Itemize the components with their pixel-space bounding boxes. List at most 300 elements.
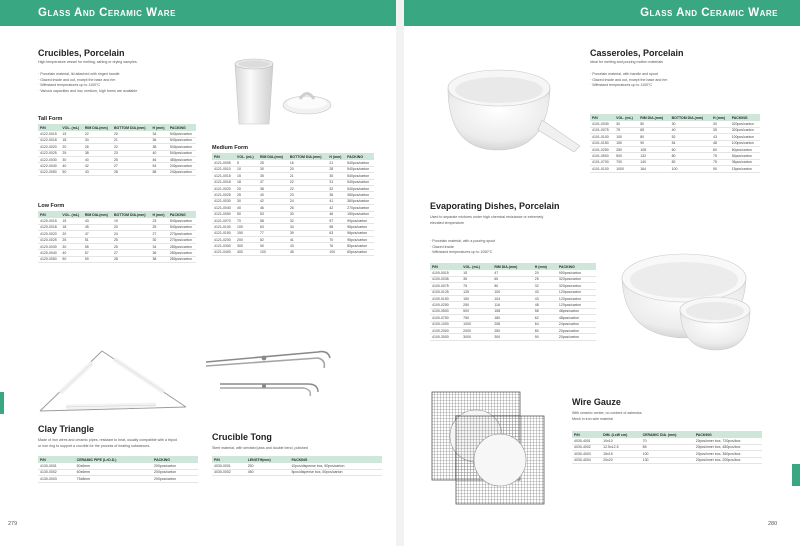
table-cell: 25 [112, 243, 151, 249]
table-cell: 540pcs/carton [345, 173, 374, 179]
table-cell: 58 [327, 224, 345, 230]
table-cell: 60 [492, 276, 532, 282]
casseroles-bullets [590, 72, 667, 89]
table-cell: 4030-0001 [212, 463, 246, 469]
table-cell: 37 [258, 179, 288, 185]
table-cell: 36 [150, 250, 167, 256]
column-header: H (mm) [711, 114, 730, 121]
table-cell: 16 [288, 160, 328, 166]
table-cell: 4121-0200 [212, 237, 235, 243]
table-cell: 4122-0050 [38, 169, 60, 175]
clay-triangle-table [38, 456, 198, 483]
table-cell: 4100-0750 [430, 315, 461, 321]
table-cell: 10x10 [601, 438, 641, 444]
table-cell: 280pcs/carton [168, 256, 196, 262]
table-cell: 75 [711, 159, 730, 165]
table-cell: 46 [327, 211, 345, 217]
table-cell: 80 [638, 134, 669, 140]
tall-form-table [38, 124, 196, 176]
table-cell: 540pcs/carton [168, 144, 196, 150]
table-cell: 40 [150, 150, 167, 156]
column-header: BOTTOM DIA.(mm) [112, 124, 151, 131]
column-header: P/N [38, 456, 75, 463]
table-cell: 2000 [461, 327, 492, 333]
table-cell: 22 [288, 185, 328, 191]
table-cell: 4121-0150 [212, 230, 235, 236]
table-cell: 4030-4002 [572, 444, 601, 450]
table-cell: 25 [60, 237, 82, 243]
table-cell: 90 [533, 334, 557, 340]
crucible-tong-table [212, 456, 382, 476]
column-header: VOL. (mL) [235, 153, 258, 160]
table-cell: 82 [258, 237, 288, 243]
table-cell: 4122-0020 [38, 144, 60, 150]
table-cell: 15x15 [601, 451, 641, 457]
evaporating-bullets [430, 239, 495, 256]
table-cell: 46 [150, 156, 167, 162]
table-cell: 104 [492, 295, 532, 301]
table-cell: 500 [614, 153, 638, 159]
table-header-row [38, 124, 196, 131]
table-cell: 120pcs/carton [557, 302, 596, 308]
text-line: · Withstand temperatures up to 1100°C [590, 83, 653, 88]
table-cell: 70 [327, 237, 345, 243]
table-cell: 24pcs/carton [557, 321, 596, 327]
crucibles-desc-text: High temperature vessel for melting, ashing or drying samples. [38, 60, 138, 64]
table-cell: 750 [461, 315, 492, 321]
table-cell: 132 [638, 153, 669, 159]
wire-gauze-image [428, 388, 548, 508]
table-cell: 208 [492, 321, 532, 327]
table-cell: 10pcs/dispense box, 50pcs/carton [289, 463, 382, 469]
table-cell: 57 [327, 217, 345, 223]
column-header: CERAMIC DIA. (mm) [641, 431, 694, 438]
table-cell: 30 [670, 121, 711, 127]
table-cell: 26 [288, 205, 328, 211]
casseroles-desc-text: Ideal for melting and pouring molten materials [590, 60, 663, 64]
table-cell: 65 [638, 127, 669, 133]
table-cell: 25 [533, 276, 557, 282]
table-cell: 34 [150, 243, 167, 249]
table-cell: 4122-0040 [38, 163, 60, 169]
table-cell: 28 [327, 166, 345, 172]
table-cell: 4100-3000 [430, 334, 461, 340]
table-cell: 100pcs/carton [730, 140, 760, 146]
left-header-title: Glass And Ceramic Ware [38, 7, 176, 19]
table-cell: 40 [670, 127, 711, 133]
table-cell: 15 [235, 173, 258, 179]
table-cell: 24 [112, 231, 151, 237]
column-header: PACKING [289, 456, 382, 463]
table-cell: 4100-0250 [430, 302, 461, 308]
column-header: LENGTH(mm) [246, 456, 290, 463]
table-cell: 450 [246, 469, 290, 475]
column-header: DIM. (LxW cm) [601, 431, 641, 438]
table-cell: 27 [112, 163, 151, 169]
table-cell: 27 [112, 250, 151, 256]
table-cell: 360pcs/carton [345, 198, 374, 204]
table-cell: 4121-0400 [212, 249, 235, 255]
table-cell: 27 [150, 231, 167, 237]
text-line: Used to separate mixtures under high chemical resistance or extremely [430, 215, 544, 219]
table-cell: 100 [641, 451, 694, 457]
table-cell: 4121-0040 [212, 205, 235, 211]
medium-form-table [212, 153, 374, 256]
evaporating-table [430, 263, 596, 341]
table-cell: 10 [235, 166, 258, 172]
table-cell: 18 [60, 137, 82, 143]
table-cell: 280pcs/carton [168, 243, 196, 249]
table-cell: 4030-4003 [572, 451, 601, 457]
table-cell: 700 [614, 159, 638, 165]
table-cell: 4121-0018 [212, 179, 235, 185]
table-cell: 540pcs/carton [345, 166, 374, 172]
table-cell: 60 [670, 146, 711, 152]
table-cell: 4101-0100 [590, 166, 614, 172]
table-row [38, 256, 196, 262]
casseroles-description [590, 60, 663, 66]
column-header: VOL. (mL) [60, 211, 82, 218]
column-header: P/N [430, 263, 461, 270]
table-cell: 4101-0250 [590, 146, 614, 152]
table-cell: 4101-0150 [590, 140, 614, 146]
table-cell: 4121-0100 [212, 224, 235, 230]
table-cell: 42 [327, 205, 345, 211]
column-header: P/N [590, 114, 614, 121]
table-cell: 43 [711, 134, 730, 140]
table-cell: 180 [492, 315, 532, 321]
table-cell: 4130-0001 [38, 463, 75, 469]
table-cell: 15pcs/carton [730, 166, 760, 172]
table-cell: 240pcs/carton [168, 169, 196, 175]
table-cell: 4100-0125 [430, 289, 461, 295]
table-cell: 25 [60, 150, 82, 156]
table-cell: 270pcs/carton [345, 205, 374, 211]
table-cell: 50 [60, 169, 82, 175]
table-cell: 25 [150, 224, 167, 230]
table-cell: 34 [83, 137, 112, 143]
table-cell: 55 [83, 243, 112, 249]
low-form-table [38, 211, 196, 263]
table-cell: 48 [711, 140, 730, 146]
table-cell: 500 [461, 308, 492, 314]
table-cell: 30 [235, 198, 258, 204]
table-cell: 35 [711, 127, 730, 133]
left-edge-tab [0, 392, 4, 414]
table-cell: 140 [638, 159, 669, 165]
casseroles-title: Casseroles, Porcelain [590, 48, 684, 58]
table-cell: 57 [83, 250, 112, 256]
text-line: · Porcelain material, with handle and spout [590, 72, 658, 76]
column-header: PACKING [557, 263, 596, 270]
table-cell: 125 [461, 289, 492, 295]
table-cell: 43 [83, 218, 112, 224]
table-cell: 100 [492, 289, 532, 295]
table-cell: 32 [533, 283, 557, 289]
table-cell: 50 [638, 121, 669, 127]
left-header-banner [0, 0, 396, 26]
crucible-with-lid-image [225, 50, 345, 130]
table-header-row [38, 211, 196, 218]
table-cell: 22 [83, 131, 112, 137]
table-cell: 30 [711, 121, 730, 127]
table-cell: 32 [288, 217, 328, 223]
table-cell: 300 [235, 243, 258, 249]
right-edge-tab [792, 464, 800, 486]
table-cell: 540pcs/carton [345, 179, 374, 185]
table-cell: 85 [641, 444, 694, 450]
table-cell: 46 [258, 205, 288, 211]
table-cell: 4121-0005 [212, 160, 235, 166]
column-header: H (mm) [327, 153, 345, 160]
column-header: PACKING [730, 114, 760, 121]
right-header-banner [404, 0, 800, 26]
table-cell: 40 [258, 192, 288, 198]
table-cell: 4100-0150 [430, 295, 461, 301]
wire-gauze-table [572, 431, 762, 464]
table-cell: 100 [614, 134, 638, 140]
table-cell: 43 [288, 243, 328, 249]
column-header: PACKING [168, 211, 196, 218]
evaporating-title: Evaporating Dishes, Porcelain [430, 201, 560, 211]
table-cell: 39 [288, 230, 328, 236]
text-line: · Porcelain material, lid attached with ringed handle [38, 72, 120, 76]
table-cell: 4101-0030 [590, 121, 614, 127]
column-header: VOL. (mL) [461, 263, 492, 270]
table-cell: 360pcs/carton [345, 192, 374, 198]
table-cell: 20pcs/inner box, 720pcs/box [694, 438, 762, 444]
table-cell: 4120-0025 [38, 237, 60, 243]
table-cell: 4030-4001 [572, 438, 601, 444]
table-cell: 38 [150, 256, 167, 262]
table-cell: 4100-1000 [430, 321, 461, 327]
table-cell: 23 [112, 150, 151, 156]
table-cell: 4122-0015 [38, 131, 60, 137]
column-header: BOTTOM DIA.(mm) [288, 153, 328, 160]
table-cell: 75 [461, 283, 492, 289]
table-cell: 20 [112, 131, 151, 137]
table-cell: 76 [327, 243, 345, 249]
text-line: or iron ring to support a crucible for the process of heating substances. [38, 443, 151, 448]
text-line: Made of iron wires and ceramic pipes, resistant to heat, usually compatible with a tripod [38, 438, 178, 442]
table-cell: 54pcs/carton [730, 153, 760, 159]
table-cell: 12.5x12.5 [601, 444, 641, 450]
table-cell: 59 [83, 256, 112, 262]
table-cell: 23 [150, 218, 167, 224]
table-header-row [590, 114, 760, 121]
table-cell: 270pcs/carton [168, 237, 196, 243]
table-cell: 30 [288, 211, 328, 217]
column-header: PACKING [345, 153, 374, 160]
table-cell: 90 [711, 166, 730, 172]
table-cell: 4100-0035 [430, 276, 461, 282]
column-header: VOL. (mL) [614, 114, 638, 121]
table-cell: 4121-0020 [212, 185, 235, 191]
table-cell: 36 [150, 137, 167, 143]
table-cell: 35 [461, 276, 492, 282]
table-cell: 82 [670, 159, 711, 165]
table-cell: 100pcs/carton [730, 134, 760, 140]
table-cell: 4120-0040 [38, 250, 60, 256]
table-cell: 38 [258, 185, 288, 191]
table-cell: 58 [150, 169, 167, 175]
table-cell: 96pcs/carton [345, 237, 374, 243]
table-cell: 19 [112, 218, 151, 224]
table-cell: 20pcs/inner box, 200pcs/box [694, 457, 762, 463]
table-cell: 60x6mm [75, 469, 152, 475]
table-cell: 4121-0025 [212, 192, 235, 198]
table-cell: 250 [246, 463, 290, 469]
table-cell: 4100-0015 [430, 270, 461, 276]
table-cell: 4121-0300 [212, 243, 235, 249]
table-cell: 15 [60, 218, 82, 224]
table-cell: 80pcs/carton [345, 243, 374, 249]
left-page-number: 279 [8, 521, 18, 527]
table-row [38, 169, 196, 175]
table-cell: 54 [670, 140, 711, 146]
table-cell: 43 [533, 295, 557, 301]
casseroles-table [590, 114, 760, 173]
table-cell: 900pcs/carton [557, 270, 596, 276]
text-line: With ceramic center, no content of asbestos [572, 411, 642, 415]
table-cell: 270pcs/carton [168, 231, 196, 237]
table-cell: 64 [533, 321, 557, 327]
table-cell: 130 [641, 457, 694, 463]
column-header: BOTTOM DIA.(mm) [670, 114, 711, 121]
table-cell: 1000 [614, 166, 638, 172]
table-cell: 53 [258, 211, 288, 217]
table-cell: 4121-0070 [212, 217, 235, 223]
table-header-row [430, 263, 596, 270]
table-cell: 30 [60, 243, 82, 249]
crucibles-title: Crucibles, Porcelain [38, 48, 125, 58]
wire-gauze-title: Wire Gauze [572, 397, 621, 407]
table-cell: 20 [60, 231, 82, 237]
table-cell: 4121-0015 [212, 173, 235, 179]
table-cell: 116 [492, 302, 532, 308]
table-cell: 4100-2000 [430, 327, 461, 333]
table-cell: 63 [327, 230, 345, 236]
table-cell: 35 [258, 173, 288, 179]
crucible-tong-description [212, 446, 308, 452]
table-cell: 43 [533, 289, 557, 295]
table-cell: 280pcs/carton [168, 250, 196, 256]
table-cell: 4030-0002 [212, 469, 246, 475]
table-cell: 20pcs/carton [557, 334, 596, 340]
table-cell: 25 [235, 192, 258, 198]
table-cell: 150 [235, 230, 258, 236]
table-cell: 47 [492, 270, 532, 276]
table-cell: 4120-0030 [38, 243, 60, 249]
table-cell: 75 [711, 153, 730, 159]
table-cell: 164 [638, 166, 669, 172]
table-cell: 4101-0500 [590, 153, 614, 159]
table-cell: 40 [235, 205, 258, 211]
crucible-tong-title: Crucible Tong [212, 432, 272, 442]
table-cell: 4121-0010 [212, 166, 235, 172]
table-cell: 4030-4004 [572, 457, 601, 463]
table-cell: 1000 [461, 321, 492, 327]
table-cell: 90 [638, 140, 669, 146]
table-cell: 21 [112, 137, 151, 143]
table-cell: 250 [614, 146, 638, 152]
table-cell: 250 [492, 327, 532, 333]
crucible-tong-image [200, 340, 350, 400]
table-cell: 48 [533, 302, 557, 308]
table-cell: 38 [83, 150, 112, 156]
table-cell: 120pcs/carton [557, 289, 596, 295]
text-line: · Glazed inside [430, 244, 454, 249]
table-cell: 4120-0020 [38, 231, 60, 237]
table-cell: 31 [327, 179, 345, 185]
table-cell: 60 [711, 146, 730, 152]
table-cell: 320pcs/carton [730, 121, 760, 127]
table-cell: 30 [258, 166, 288, 172]
table-cell: 96pcs/carton [345, 230, 374, 236]
text-line: · Porcelain material, with a pouring spout [430, 239, 496, 243]
table-cell: 41 [288, 237, 328, 243]
table-cell: 22 [112, 144, 151, 150]
table-cell: 200pcs/carton [152, 476, 198, 482]
table-cell: 540pcs/carton [168, 224, 196, 230]
table-cell: 26 [83, 144, 112, 150]
column-header: RIM DIA.(mm) [83, 211, 112, 218]
table-cell: 4101-0100 [590, 134, 614, 140]
table-cell: 36pcs/carton [730, 159, 760, 165]
table-cell: 100 [327, 249, 345, 255]
table-cell: 4122-0018 [38, 137, 60, 143]
text-line: Mesh in iron wire material [572, 416, 613, 421]
table-cell: 21 [288, 173, 328, 179]
tall-form-label: Tall Form [38, 116, 63, 122]
table-cell: 150 [614, 140, 638, 146]
table-row [430, 334, 596, 340]
clay-triangle-image [36, 345, 196, 417]
table-cell: 50x6mm [75, 463, 152, 469]
table-cell: 25 [258, 160, 288, 166]
table-cell: 200 [235, 237, 258, 243]
column-header: VOL. (mL) [60, 124, 82, 131]
table-cell: 36 [327, 192, 345, 198]
table-cell: 75x8mm [75, 476, 152, 482]
table-cell: 3000 [461, 334, 492, 340]
column-header: RIM DIA.(mm) [83, 124, 112, 131]
column-header: PACKING [152, 456, 198, 463]
table-cell: 540pcs/carton [168, 218, 196, 224]
table-cell: 20 [60, 144, 82, 150]
clay-triangle-title: Clay Triangle [38, 424, 95, 434]
table-cell: 480pcs/carton [168, 156, 196, 162]
table-row [572, 457, 762, 463]
crucible-tong-desc-text: Steel material, with serrated jaws and double bend, polished [212, 446, 308, 450]
column-header: PACKING [168, 124, 196, 131]
table-cell: 28 [112, 256, 151, 262]
table-cell: 45 [288, 249, 328, 255]
table-cell: 5 [235, 160, 258, 166]
table-cell: 45 [83, 224, 112, 230]
wire-gauze-description [572, 411, 642, 422]
table-header-row [212, 153, 374, 160]
low-form-label: Low Form [38, 203, 65, 209]
table-cell: 42 [83, 163, 112, 169]
table-cell: 320pcs/carton [557, 283, 596, 289]
column-header: H (mm) [533, 263, 557, 270]
table-cell: 43 [83, 169, 112, 175]
table-cell: 42 [258, 198, 288, 204]
table-cell: 40 [60, 163, 82, 169]
table-cell: 4101-0075 [590, 127, 614, 133]
text-line: · Various capacities and low, medium, high forms are available [38, 88, 138, 93]
